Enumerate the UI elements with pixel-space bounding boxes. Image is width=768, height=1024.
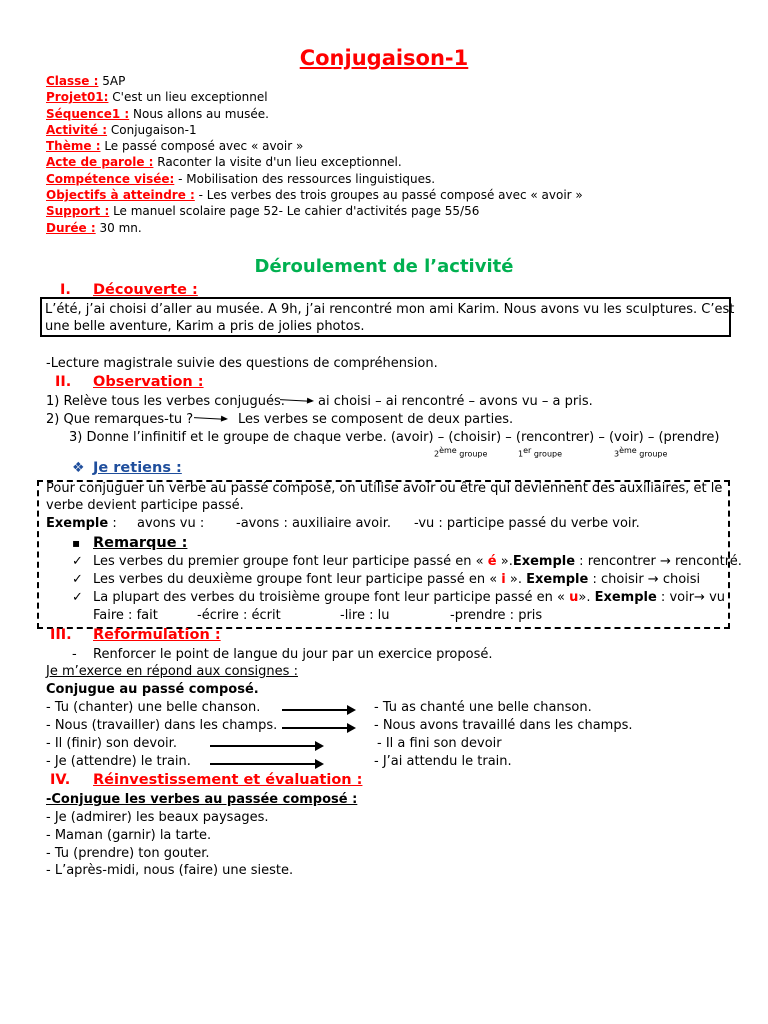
remarque-example: : rencontrer → rencontré.: [575, 554, 742, 569]
exercise-answer: - Nous avons travaillé dans les champs.: [374, 718, 633, 733]
meta-key: Activité :: [46, 122, 108, 137]
regle-example-3: -vu : participe passé du verbe voir.: [414, 516, 640, 531]
meta-value: - Mobilisation des ressources linguistiques.: [174, 171, 436, 186]
meta-row: [46, 122, 583, 138]
meta-value: Le passé composé avec « avoir »: [100, 139, 304, 154]
meta-row: [46, 154, 583, 170]
reinvestissement-item: - Je (admirer) les beaux paysages.: [46, 810, 269, 825]
observation-question-1: 1) Relève tous les verbes conjugués.: [46, 394, 285, 409]
meta-value: Raconter la visite d'un lieu exceptionnel.: [153, 155, 402, 170]
square-bullet-icon: ▪: [72, 536, 81, 550]
group-ordinal: ème: [619, 446, 637, 455]
observation-answer-1: ai choisi – ai rencontré – avons vu – a pris.: [318, 394, 593, 409]
meta-key: Projet01:: [46, 90, 109, 105]
dash-bullet: -: [72, 647, 77, 662]
example-label: Exemple: [46, 516, 109, 531]
group-word: groupe: [456, 449, 488, 459]
group-ordinal: ème: [439, 446, 457, 455]
lecture-text: -Lecture magistrale suivie des questions de compréhension.: [46, 356, 438, 371]
participle-example: -prendre : pris: [450, 608, 543, 623]
arrow-icon: [210, 763, 322, 765]
check-icon: ✓: [72, 554, 83, 569]
group-ordinal: er: [523, 446, 532, 455]
decouverte-text-line-2: une belle aventure, Karim a pris de jolies photos.: [45, 319, 365, 334]
meta-key: Objectifs à atteindre :: [46, 188, 195, 203]
reinvestissement-item: - Tu (prendre) ton gouter.: [46, 846, 210, 861]
meta-row: [46, 106, 583, 122]
reformulation-text: Renforcer le point de langue du jour par un exercice proposé.: [93, 647, 493, 662]
example-label: Exemple: [594, 590, 657, 605]
arrow-icon: [210, 745, 322, 747]
example-colon: :: [108, 516, 117, 531]
remarque-text: La plupart des verbes du troisième groupe font leur participe passé en «: [93, 590, 570, 605]
regle-line-2: verbe devient participe passé.: [46, 498, 244, 513]
regle-example-2: -avons : auxiliaire avoir.: [236, 516, 391, 531]
remarque-text: Les verbes du deuxième groupe font leur participe passé en «: [93, 572, 502, 587]
group-word: groupe: [636, 449, 668, 459]
meta-key: Durée :: [46, 220, 96, 235]
arrow-icon: [282, 727, 354, 729]
meta-value: C'est un lieu exceptionnel: [108, 90, 268, 105]
ending-letter: u: [569, 590, 579, 605]
example-label: Exemple: [512, 554, 576, 569]
section-1-title: Découverte :: [93, 282, 198, 298]
observation-answer-2: Les verbes se composent de deux parties.: [238, 412, 514, 427]
observation-question-2: 2) Que remarques-tu ?: [46, 412, 194, 427]
group-word: groupe: [531, 449, 563, 459]
retiens-title: Je retiens :: [93, 460, 182, 476]
meta-row: [46, 203, 583, 219]
remarque-text: ».: [496, 554, 513, 569]
section-4-number: IV.: [50, 772, 71, 788]
regle-example-1: avons vu :: [137, 516, 205, 531]
section-1-number: I.: [60, 282, 71, 298]
group-number: 3: [614, 449, 620, 459]
remarque-text: ».: [578, 590, 595, 605]
meta-row: [46, 89, 583, 105]
reinvestissement-title: -Conjugue les verbes au passée composé :: [46, 792, 358, 807]
meta-key: Classe :: [46, 74, 99, 88]
regle-line-1: Pour conjuguer un verbe au passé composé, on utilise avoir ou être qui deviennent des auxiliaires, et le: [46, 481, 723, 496]
participle-example: -lire : lu: [340, 608, 390, 623]
participle-example: Faire : fait: [93, 608, 158, 623]
remarque-1: [93, 554, 742, 569]
section-2-number: II.: [55, 374, 72, 390]
remarque-3: [93, 590, 725, 605]
remarque-text: ».: [505, 572, 527, 587]
group-number: 1: [518, 449, 524, 459]
remarque-example: : voir→ vu: [656, 590, 726, 605]
deroulement-title: Déroulement de l’activité: [254, 256, 514, 277]
check-icon: ✓: [72, 572, 83, 587]
example-label: Exemple: [526, 572, 589, 587]
section-4-title: Réinvestissement et évaluation :: [93, 772, 363, 788]
exercise-question: - Il (finir) son devoir.: [46, 736, 177, 751]
meta-value: Nous allons au musée.: [129, 106, 269, 121]
meta-value: Le manuel scolaire page 52- Le cahier d'activités page 55/56: [109, 204, 480, 219]
exercise-question: - Tu (chanter) une belle chanson.: [46, 700, 261, 715]
meta-key: Séquence1 :: [46, 106, 130, 121]
meta-value: - Les verbes des trois groupes au passé composé avec « avoir »: [194, 188, 583, 203]
remarque-title: Remarque :: [93, 535, 188, 551]
meta-key: Compétence visée:: [46, 171, 175, 186]
ending-letter: é: [487, 554, 497, 569]
meta-value: 5AP: [98, 74, 126, 88]
meta-row: [46, 220, 583, 236]
group-label-1: [434, 446, 487, 459]
group-label-2: [518, 446, 562, 459]
meta-key: Thème :: [46, 139, 101, 154]
meta-value: Conjugaison-1: [107, 122, 197, 137]
regle-example-label: [46, 516, 117, 531]
group-number: 2: [434, 449, 440, 459]
check-icon: ✓: [72, 590, 83, 605]
page-title: Conjugaison-1: [299, 46, 469, 70]
meta-row: [46, 138, 583, 154]
section-2-title: Observation :: [93, 374, 204, 390]
remarque-example: : choisir → choisi: [588, 572, 701, 587]
exerce-instruction: Je m’exerce en répond aux consignes :: [46, 664, 298, 679]
meta-row: [46, 187, 583, 203]
reinvestissement-item: - L’après-midi, nous (faire) une sieste.: [46, 863, 294, 878]
arrow-icon: [194, 417, 226, 420]
section-3-title: Reformulation :: [93, 627, 221, 643]
arrow-icon: [282, 709, 354, 711]
meta-key: Acte de parole :: [46, 155, 154, 170]
group-label-3: [614, 446, 667, 459]
reinvestissement-item: - Maman (garnir) la tarte.: [46, 828, 212, 843]
lesson-meta: [46, 73, 583, 236]
section-3-number: III.: [50, 627, 72, 643]
participle-example: -écrire : écrit: [197, 608, 281, 623]
exercise-question: - Nous (travailler) dans les champs.: [46, 718, 278, 733]
exercise-title: Conjugue au passé composé.: [46, 682, 259, 697]
meta-row: [46, 171, 583, 187]
ending-letter: i: [501, 572, 506, 587]
remarque-text: Les verbes du premier groupe font leur participe passé en «: [93, 554, 488, 569]
decouverte-text-line-1: L’été, j’ai choisi d’aller au musée. A 9h, j’ai rencontré mon ami Karim. Nous avons vu les sculptures. C’est: [45, 302, 735, 317]
exercise-answer: - Il a fini son devoir: [377, 736, 502, 751]
exercise-question: - Je (attendre) le train.: [46, 754, 191, 769]
meta-key: Support :: [46, 204, 110, 219]
exercise-answer: - Tu as chanté une belle chanson.: [374, 700, 592, 715]
exercise-answer: - J’ai attendu le train.: [374, 754, 512, 769]
meta-row: [46, 73, 583, 89]
meta-value: 30 mn.: [95, 220, 142, 235]
remarque-2: [93, 572, 700, 587]
diamond-bullet-icon: ❖: [72, 460, 85, 476]
observation-question-3: 3) Donne l’infinitif et le groupe de chaque verbe. (avoir) – (choisir) – (rencontrer) – (voir) – (prendre): [69, 430, 720, 445]
